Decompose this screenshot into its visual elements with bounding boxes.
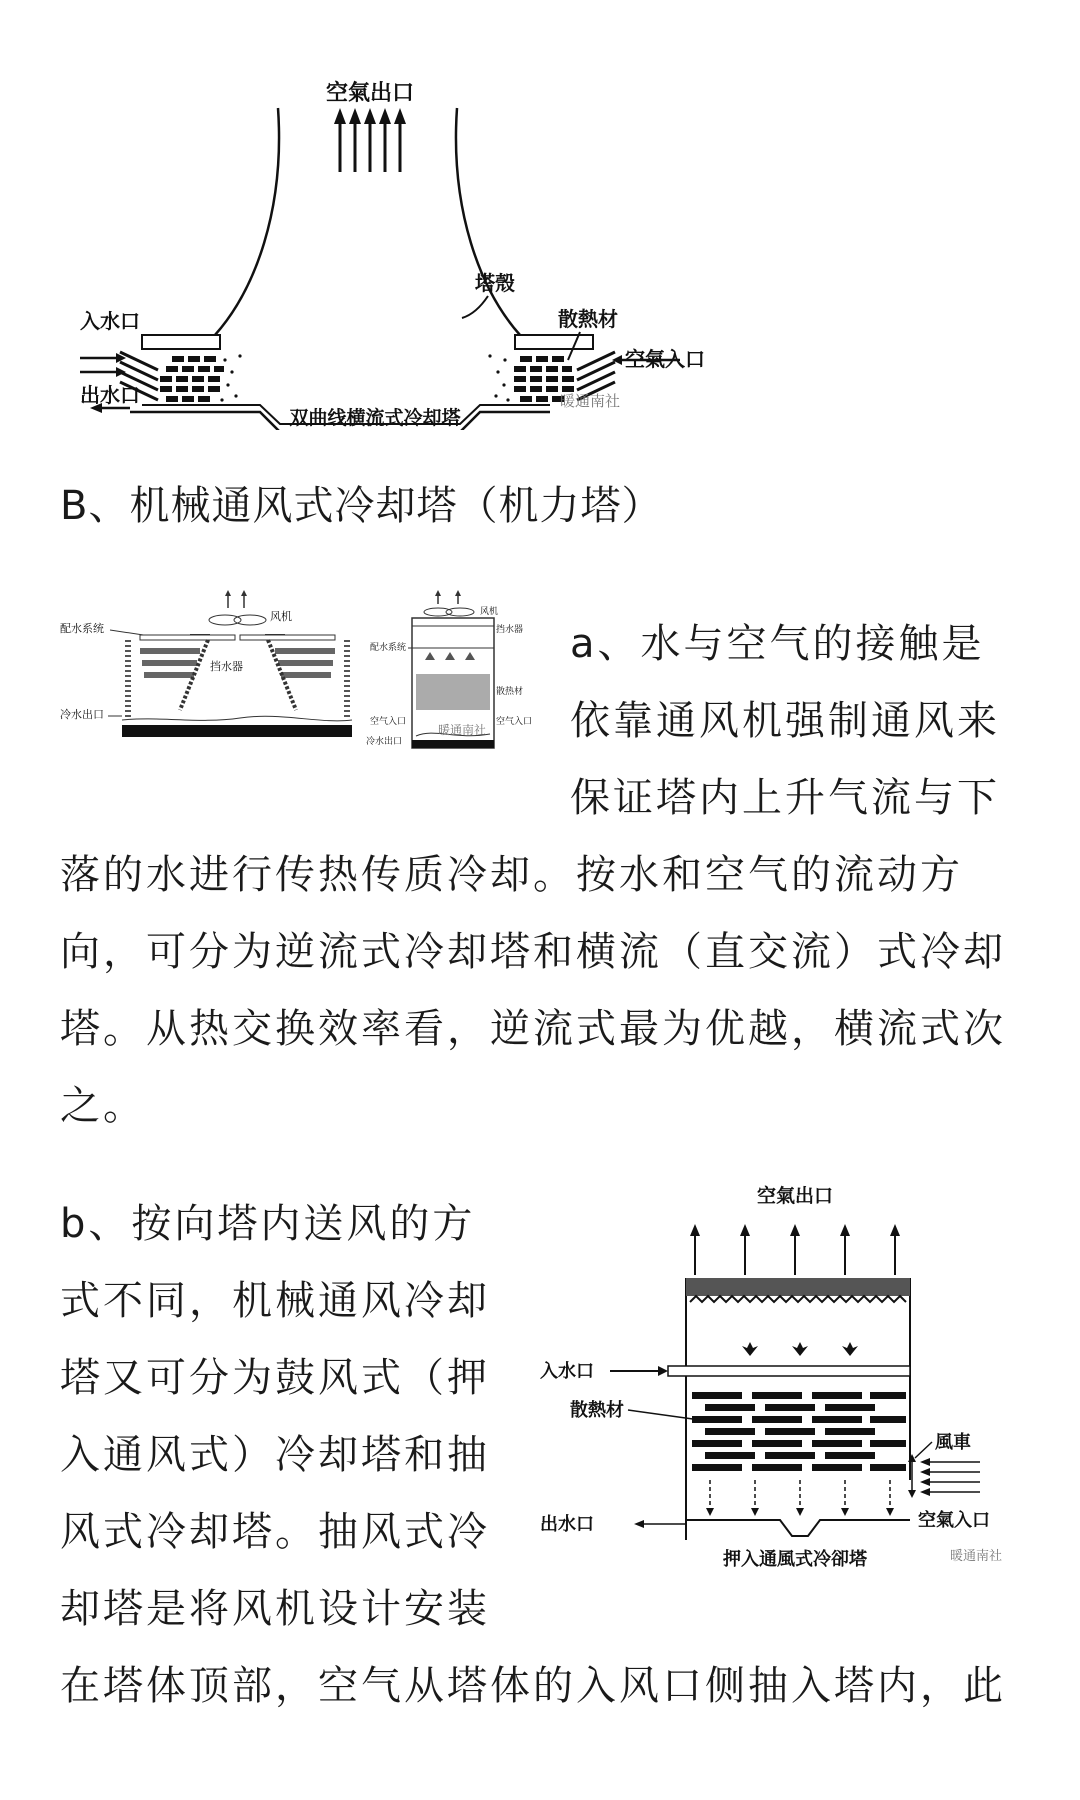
- figure1-watermark: 暖通南社: [560, 392, 621, 410]
- figure3-caption: 押入通風式冷卻塔: [723, 1549, 867, 1570]
- figure1-caption: 双曲线横流式冷却塔: [289, 407, 461, 429]
- fig3-water-inlet-label: 入水口: [540, 1361, 594, 1382]
- air-outlet-label: 空氣出口: [325, 81, 415, 106]
- right-fan-label: 风机: [480, 607, 499, 617]
- paragraph-b: [60, 1186, 1040, 1725]
- figure2-watermark: 暖通南社: [438, 723, 487, 737]
- right-air-inlet-right-label: 空气入口: [496, 717, 533, 727]
- paragraph-a: [60, 606, 1020, 1145]
- figure3-watermark: 暖通南社: [950, 1549, 1003, 1564]
- right-air-inlet-left-label: 空气入口: [370, 717, 407, 727]
- para-b-line-5: 风式冷却塔。抽风式冷: [60, 1509, 490, 1555]
- water-droplets: [220, 354, 509, 401]
- right-fill-label: 散热材: [496, 687, 524, 697]
- para-a-line-1: a、水与空气的接触是: [570, 621, 985, 667]
- shell-label: 塔殼: [475, 271, 515, 295]
- para-a-line-7: 之。: [60, 1083, 146, 1129]
- shell-right-wall: [456, 108, 520, 335]
- left-cold-outlet-label: 冷水出口: [60, 708, 104, 721]
- para-a-line-3: 保证塔内上升气流与下: [570, 775, 1000, 821]
- para-a-line-4: 落的水进行传热传质冷却。按水和空气的流动方: [60, 852, 963, 898]
- left-water-basin: [142, 335, 220, 349]
- fig3-fill-label: 散熱材: [570, 1400, 624, 1421]
- water-outlet-label: 出水口: [80, 383, 140, 407]
- left-distribution-label: 配水系统: [60, 622, 104, 635]
- para-b-line-2: 式不同，机械通风冷却: [60, 1278, 490, 1324]
- fig3-air-outlet-label: 空氣出口: [756, 1185, 834, 1207]
- left-fill-blocks: [160, 356, 224, 402]
- section-b-heading-text: B、机械通风式冷却塔（机力塔）: [60, 483, 663, 529]
- right-cold-outlet-label: 冷水出口: [366, 737, 403, 747]
- right-water-basin: [515, 335, 593, 349]
- para-a-line-6: 塔。从热交换效率看，逆流式最为优越，横流式次: [60, 1006, 1006, 1052]
- fig3-water-outlet-label: 出水口: [540, 1514, 594, 1535]
- hyperbolic-tower-diagram: [80, 60, 720, 430]
- fig3-air-inlet-label: 空氣入口: [918, 1510, 990, 1531]
- para-b-line-1: b、按向塔内送风的方: [60, 1201, 476, 1247]
- right-distribution-label: 配水系统: [370, 643, 407, 653]
- exhaust-arrowheads: [334, 108, 406, 124]
- fill-label: 散熱材: [558, 307, 618, 331]
- section-b-heading: [60, 468, 662, 545]
- para-a-line-5: 向，可分为逆流式冷却塔和横流（直交流）式冷却: [60, 929, 1006, 975]
- exhaust-arrows: [340, 120, 400, 172]
- left-eliminator-label: 挡水器: [210, 660, 243, 673]
- para-b-line-7: 在塔体顶部，空气从塔体的入风口侧抽入塔内，此: [60, 1663, 1006, 1709]
- para-b-line-3: 塔又可分为鼓风式（押: [60, 1355, 490, 1401]
- right-eliminator-label: 挡水器: [496, 625, 524, 635]
- shell-left-wall: [215, 108, 279, 335]
- left-fan-label: 风机: [270, 610, 292, 623]
- shell-leader: [462, 296, 488, 318]
- hyperbolic-tower-figure: [80, 60, 720, 430]
- para-b-line-6: 却塔是将风机设计安装: [60, 1586, 490, 1632]
- air-inlet-label: 空氣入口: [625, 347, 705, 371]
- water-inlet-label: 入水口: [80, 309, 140, 333]
- para-b-line-4: 入通风式）冷却塔和抽: [60, 1432, 490, 1478]
- fig3-fan-label: 風車: [935, 1432, 971, 1453]
- para-a-line-2: 依靠通风机强制通风来: [570, 698, 1000, 744]
